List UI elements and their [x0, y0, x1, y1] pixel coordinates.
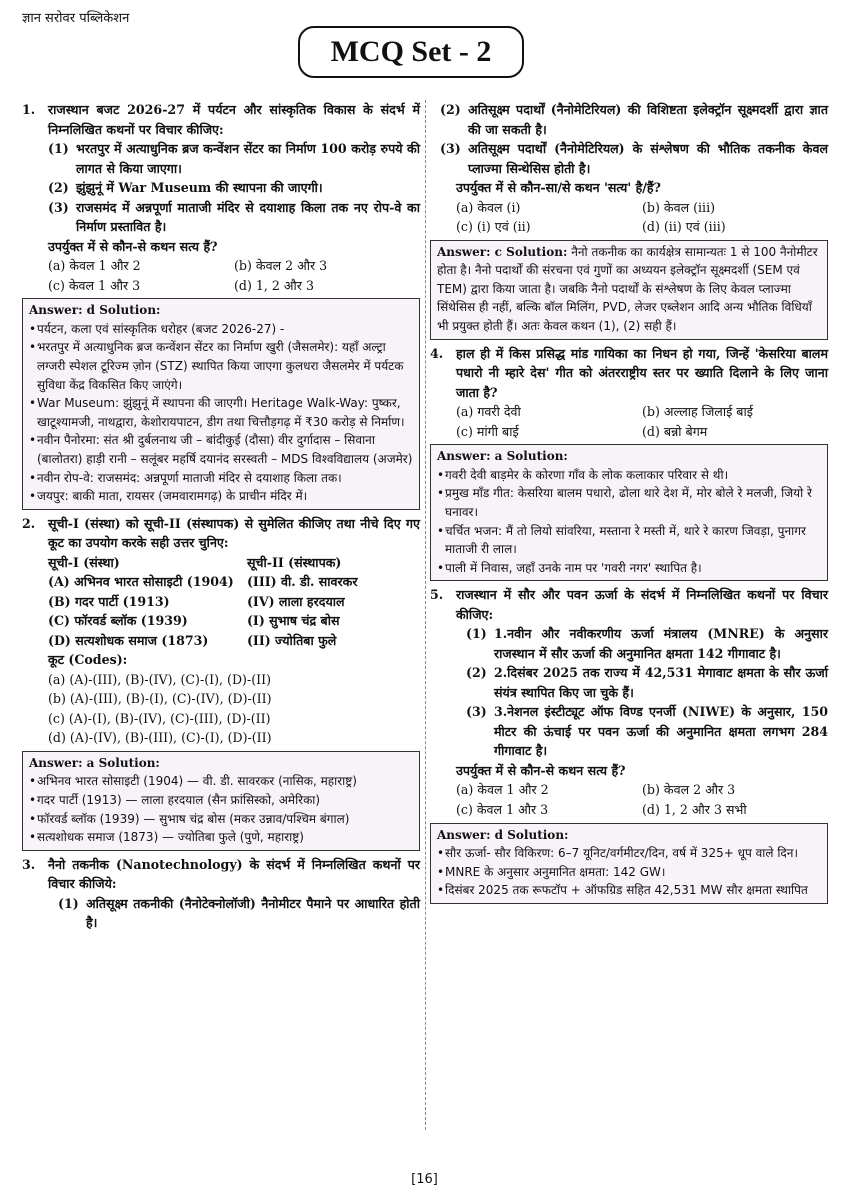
- solution-point: MNRE के अनुसार अनुमानित क्षमता: 142 GW।: [445, 864, 666, 879]
- solution-point: चर्चित भजन: मैं तो लियो सांवरिया, मस्ताना रे मस्ती में, थारे रे कारण जिवड़ा, पुनागर माताजी री लाल।: [445, 523, 806, 557]
- question-prompt: उपर्युक्त में से कौन-से कथन सत्य हैं?: [48, 238, 218, 254]
- bullet-icon: •: [437, 467, 445, 482]
- list-1-item: (A) अभिनव भारत सोसाइटी (1904): [48, 574, 234, 590]
- code-option-d: (d) (A)-(IV), (B)-(III), (C)-(I), (D)-(II): [48, 730, 272, 746]
- statement-number: (3): [466, 704, 487, 720]
- solution-point: दिसंबर 2025 तक रूफटॉप + ऑफग्रिड सहित 42,531 MW सौर क्षमता स्थापित: [445, 883, 808, 898]
- statement-text: 3.नेशनल इंस्टीट्यूट ऑफ विण्ड एनर्जी (NIWE) के अनुसार, 150 मीटर की ऊंचाई पर पवन ऊर्जा की अनुमानित क्षमता लगभग 284 गीगावाट है।: [494, 704, 828, 759]
- bullet-icon: •: [29, 489, 37, 504]
- list-2-header: सूची-II (संस्थापक): [246, 554, 342, 570]
- statement-number: (2): [48, 180, 69, 196]
- bullet-icon: •: [29, 340, 37, 355]
- code-option-b: (b) (A)-(III), (B)-(I), (C)-(IV), (D)-(II): [48, 691, 272, 707]
- answer-box-2: [22, 751, 420, 851]
- codes-label: कूट (Codes):: [48, 652, 128, 668]
- solution-point: गदर पार्टी (1913) — लाला हरदयाल (सैन फ्रांसिस्को, अमेरिका): [37, 793, 321, 808]
- option-b: (b) केवल 2 और 3: [234, 258, 328, 274]
- bullet-icon: •: [437, 523, 445, 538]
- page-number: [16]: [411, 1172, 438, 1187]
- code-option-a: (a) (A)-(III), (B)-(IV), (C)-(I), (D)-(II): [48, 671, 271, 687]
- bullet-icon: •: [29, 396, 37, 411]
- statement-number: (2): [440, 102, 461, 117]
- answer-label: Answer: a Solution:: [29, 755, 160, 770]
- solution-point: नवीन पैनोरमा: संत श्री दुर्बलनाथ जी – बांदीकुई (दौसा) वीर दुर्गादास – सिवाना (बालोतरा) हाड़ी रानी – सलूंबर महर्षि दयानंद सरस्वती – MDS विश्वविद्यालय (अजमेर): [37, 433, 413, 466]
- question-text: नैनो तकनीक (Nanotechnology) के संदर्भ में निम्नलिखित कथनों पर विचार कीजिये:: [48, 856, 420, 892]
- statement-text: राजसमंद में अन्नपूर्णा माताजी मंदिर से दयाशाह किला तक नए रोप-वे का निर्माण प्रस्तावित है।: [76, 199, 420, 235]
- answer-box-5: [430, 823, 828, 904]
- option-a: (a) केवल 1 और 2: [456, 782, 549, 798]
- statement-text: अतिसूक्ष्म पदार्थों (नैनोमेटिरियल) की विशिष्टता इलेक्ट्रॉन सूक्ष्मदर्शी द्वारा ज्ञात की जा सकती है।: [468, 102, 828, 137]
- bullet-icon: •: [29, 811, 37, 826]
- solution-point: पर्यटन, कला एवं सांस्कृतिक धरोहर (बजट 2026-27) -: [37, 321, 285, 336]
- question-number: 2.: [22, 515, 36, 531]
- bullet-icon: •: [29, 774, 37, 789]
- list-2-item: (IV) लाला हरदयाल: [246, 593, 345, 609]
- statement-number: (3): [48, 199, 69, 215]
- question-3: [22, 855, 420, 933]
- bullet-icon: •: [29, 470, 37, 485]
- question-number: 5.: [430, 587, 444, 603]
- question-prompt: उपर्युक्त में से कौन-सा/से कथन 'सत्य' है/हैं?: [456, 180, 661, 196]
- option-d: (d) (ii) एवं (iii): [642, 219, 726, 235]
- match-table: [22, 553, 420, 670]
- list-2-item: (I) सुभाष चंद्र बोस: [246, 613, 340, 629]
- solution-point: फॉरवर्ड ब्लॉक (1939) — सुभाष चंद्र बोस (मकर उन्नाव/पश्चिम बंगाल): [37, 811, 350, 826]
- statement-text: अतिसूक्ष्म तकनीकी (नैनोटेक्नोलॉजी) नैनोमीटर पैमाने पर आधारित होती है।: [86, 895, 420, 931]
- question-3-continued: [430, 100, 828, 237]
- solution-point: अभिनव भारत सोसाइटी (1904) — वी. डी. सावरकर (नासिक, महाराष्ट्र): [37, 774, 357, 789]
- code-option-c: (c) (A)-(I), (B)-(IV), (C)-(III), (D)-(II): [48, 710, 271, 726]
- solution-point: गवरी देवी बाड़मेर के कोरणा गाँव के लोक कलाकार परिवार से थी।: [445, 467, 729, 482]
- bullet-icon: •: [29, 830, 37, 845]
- answer-box-3: [430, 240, 828, 340]
- bullet-icon: •: [437, 846, 445, 861]
- codes-list: [22, 670, 420, 748]
- option-a: (a) केवल (i): [456, 199, 521, 215]
- bullet-icon: •: [437, 883, 445, 898]
- question-prompt: उपर्युक्त में से कौन-से कथन सत्य हैं?: [456, 762, 626, 778]
- solution-point: सौर ऊर्जा- सौर विकिरण: 6–7 यूनिट/वर्गमीटर/दिन, वर्ष में 325+ धूप वाले दिन।: [445, 846, 799, 861]
- right-column: [430, 100, 828, 908]
- statement-text: 1.नवीन और नवीकरणीय ऊर्जा मंत्रालय (MNRE) के अनुसार राजस्थान में सौर ऊर्जा की अनुमानित क्षमता 142 गीगावाट है।: [494, 626, 828, 661]
- bullet-icon: •: [437, 864, 445, 879]
- option-a: (a) केवल 1 और 2: [48, 258, 141, 274]
- solution-point: जयपुर: बाकी माता, रायसर (जमवारामगढ़) के प्राचीन मंदिर में।: [37, 489, 308, 504]
- solution-point: नवीन रोप-वे: राजसमंद: अन्नपूर्णा माताजी मंदिर से दयाशाह किला तक।: [37, 470, 342, 485]
- option-d: (d) बन्नो बेगम: [642, 423, 708, 439]
- answer-label: Answer: a Solution:: [437, 449, 568, 464]
- options: [22, 256, 420, 295]
- question-number: 1.: [22, 102, 36, 117]
- solution-point: सत्यशोधक समाज (1873) — ज्योतिबा फुले (पुणे, महाराष्ट्र): [37, 830, 304, 845]
- solution-point: भरतपुर में अत्याधुनिक ब्रज कन्वेंशन सेंटर का निर्माण खुरी (जैसलमेर): यहाँ अल्ट्रा लग्जरी स्पेशल टूरिज्म ज़ोन (STZ) स्थापित किया जाएगा कुलधरा जैसलमेर में पर्यटक सुविधा केंद्र विकसित किए जाएंगे।: [37, 340, 404, 392]
- left-column: [22, 100, 420, 935]
- question-text: राजस्थान में सौर और पवन ऊर्जा के संदर्भ में निम्नलिखित कथनों पर विचार कीजिए:: [456, 587, 828, 622]
- question-4: [430, 344, 828, 442]
- statement-text: 2.दिसंबर 2025 तक राज्य में 42,531 मेगावाट क्षमता के सौर ऊर्जा संयंत्र स्थापित किए जा चुके हैं।: [494, 665, 828, 700]
- bullet-icon: •: [437, 486, 445, 501]
- option-b: (b) केवल 2 और 3: [642, 782, 736, 798]
- statement-number: (2): [466, 665, 487, 681]
- question-text: हाल ही में किस प्रसिद्ध मांड गायिका का निधन हो गया, जिन्हें 'केसरिया बालम पधारो नी म्हारे देस' गीत को अंतरराष्ट्रीय स्तर पर ख्याति दिलाने के लिए जाना जाता है?: [456, 345, 828, 400]
- solution-point: प्रमुख माँड गीत: केसरिया बालम पधारो, ढोला थारे देश में, मोर बोले रे मलजी, जियो रे घनावर।: [445, 486, 812, 519]
- answer-label: Answer: d Solution:: [29, 303, 161, 318]
- statement-text: भरतपुर में अत्याधुनिक ब्रज कन्वेंशन सेंटर का निर्माण 100 करोड़ रुपये की लागत से किया जाएगा।: [76, 141, 420, 176]
- option-d: (d) 1, 2 और 3: [234, 277, 314, 293]
- options: [430, 780, 828, 819]
- question-number: 4.: [430, 345, 444, 361]
- option-c: (c) केवल 1 और 3: [456, 801, 549, 817]
- answer-label: Answer: c Solution:: [437, 244, 568, 259]
- option-c: (c) (i) एवं (ii): [456, 219, 531, 235]
- options: [430, 402, 828, 441]
- bullet-icon: •: [29, 321, 37, 336]
- list-1-item: (D) सत्यशोधक समाज (1873): [48, 632, 209, 648]
- list-1-header: सूची-I (संस्था): [48, 554, 120, 570]
- list-1-item: (B) गदर पार्टी (1913): [48, 593, 170, 609]
- bullet-icon: •: [29, 793, 37, 808]
- publisher-name: ज्ञान सरोवर पब्लिकेशन: [22, 11, 130, 26]
- list-2-item: (II) ज्योतिबा फुले: [246, 632, 337, 648]
- question-5: [430, 585, 828, 819]
- statement-number: (1): [58, 895, 79, 911]
- option-d: (d) 1, 2 और 3 सभी: [642, 801, 747, 817]
- solution-point: War Museum: झुंझुनूं में स्थापना की जाएगी। Heritage Walk-Way: पुष्कर, खाटूश्यामजी, नाथद्वारा, केशोरायपाटन, डीग तथा चित्तौड़गढ़ में ₹30 करोड़ से निर्माण।: [37, 396, 405, 429]
- answer-box-1: [22, 298, 420, 510]
- statement-number: (1): [466, 626, 487, 642]
- statement-number: (1): [48, 141, 69, 157]
- option-b: (b) केवल (iii): [642, 199, 716, 215]
- statement-text: अतिसूक्ष्म पदार्थों (नैनोमेटिरियल) के संश्लेषण की भौतिक तकनीक केवल प्लाज्मा सिन्थेसिस होती है।: [468, 141, 828, 176]
- question-number: 3.: [22, 856, 36, 872]
- option-c: (c) केवल 1 और 3: [48, 277, 141, 293]
- question-2: [22, 514, 420, 748]
- page-title: MCQ Set - 2: [298, 26, 524, 78]
- option-c: (c) मांगी बाई: [456, 423, 519, 439]
- list-2-item: (III) वी. डी. सावरकर: [246, 574, 358, 590]
- column-divider: [425, 100, 426, 1130]
- answer-label: Answer: d Solution:: [437, 827, 569, 842]
- solution-point: पाली में निवास, जहाँ उनके नाम पर 'गवरी नगर' स्थापित है।: [445, 560, 702, 575]
- statement-text: झुंझुनूं में War Museum की स्थापना की जाएगी।: [76, 180, 323, 196]
- question-text: राजस्थान बजट 2026-27 में पर्यटन और सांस्कृतिक विकास के संदर्भ में निम्नलिखित कथनों पर विचार कीजिए:: [48, 102, 420, 137]
- option-b: (b) अल्लाह जिलाई बाई: [642, 404, 753, 420]
- question-1: [22, 100, 420, 295]
- bullet-icon: •: [437, 560, 445, 575]
- answer-box-4: [430, 444, 828, 581]
- list-1-item: (C) फॉरवर्ड ब्लॉक (1939): [48, 613, 188, 629]
- options: [430, 198, 828, 237]
- bullet-icon: •: [29, 433, 37, 448]
- solution-text: नैनो तकनीक का कार्यक्षेत्र सामान्यतः 1 से 100 नैनोमीटर होता है। नैनो पदार्थों की संरचना एवं गुणों का अध्ययन इलेक्ट्रॉन सूक्ष्मदर्शी (SEM एवं TEM) द्वारा किया जाता है। जबकि नैनो पदार्थों के संश्लेषण के लिए केवल प्लाज्मा सिंथेसिस ही नहीं, बल्कि बॉल मिलिंग, PVD, लेजर एब्लेशन आदि अन्य भौतिक विधियाँ भी प्रयुक्त होती हैं। अतः केवल कथन (1), (2) सही हैं।: [437, 244, 818, 333]
- statement-number: (3): [440, 141, 461, 157]
- question-text: सूची-I (संस्था) को सूची-II (संस्थापक) से सुमेलित कीजिए तथा नीचे दिए गए कूट का उपयोग करके सही उत्तर चुनिए:: [48, 515, 420, 551]
- option-a: (a) गवरी देवी: [456, 404, 521, 420]
